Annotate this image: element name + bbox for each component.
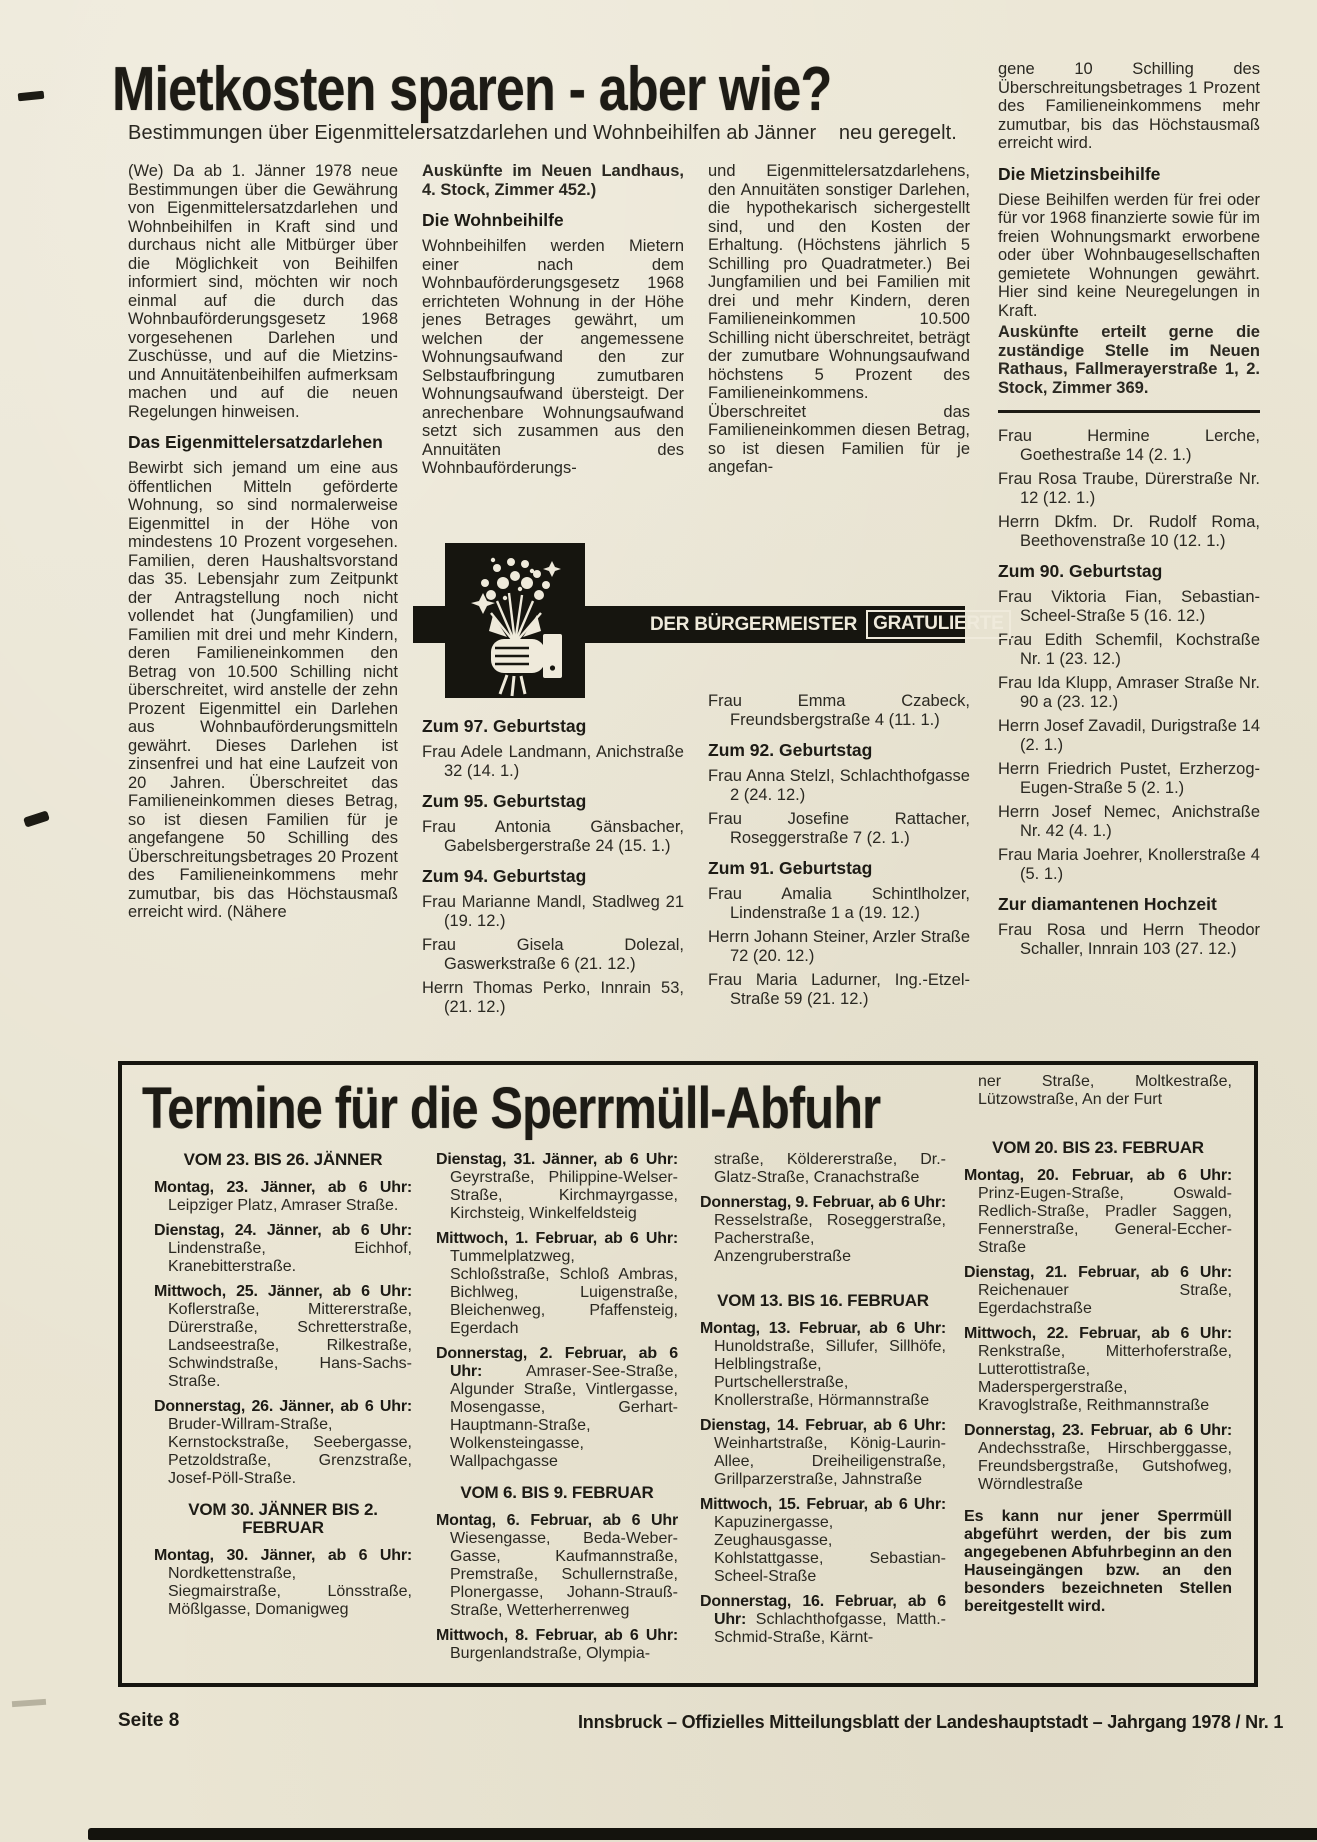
waste-day-streets: Hunoldstraße, Sillufer, Sillhöfe, Helblingstraße, Purtschellerstraße, Knollerstraße, Hörmannstraße <box>714 1338 946 1409</box>
waste-column-4 <box>964 1073 1232 1616</box>
divider-rule <box>998 410 1260 413</box>
waste-day-streets: Schlachthofgasse, Matth.-Schmid-Straße, Kärnt- <box>714 1611 946 1646</box>
waste-column-2 <box>436 1151 678 1670</box>
waste-day-entry <box>964 1422 1232 1494</box>
birthday-entry: Frau Maria Ladurner, Ing.-Etzel-Straße 59 (21. 12.) <box>708 971 970 1008</box>
section-heading: Das Eigenmittelersatzdarlehen <box>128 432 383 452</box>
waste-day-entry <box>154 1179 412 1215</box>
footer-page-number: Seite 8 <box>118 1710 180 1731</box>
waste-title: Termine für die Sperrmüll-Abfuhr <box>142 1076 881 1141</box>
waste-day-label: Dienstag, 14. Februar, ab 6 Uhr: <box>700 1417 946 1434</box>
waste-day-streets: Prinz-Eugen-Straße, Oswald-Redlich-Straße, Pradler Saggen, Fennerstraße, General-Eccher-Straße <box>978 1185 1232 1256</box>
waste-day-streets: Lindenstraße, Eichhof, Kranebitterstraße. <box>168 1240 412 1275</box>
birthday-entry: Herrn Johann Steiner, Arzler Straße 72 (20. 12.) <box>708 928 970 965</box>
waste-day-streets: Bruder-Willram-Straße, Kernstockstraße, Seebergasse, Petzoldstraße, Grenzstraße, Josef-Pöll-Straße. <box>168 1416 412 1487</box>
birthday-heading: Zur diamantenen Hochzeit <box>998 894 1217 914</box>
birthday-entry: Frau Adele Landmann, Anichstraße 32 (14. 1.) <box>422 743 684 780</box>
waste-day-entry <box>700 1194 946 1266</box>
waste-day-entry <box>964 1167 1232 1257</box>
article-column-1 <box>128 162 398 925</box>
info-bold: Auskünfte erteilt gerne die zuständige Stelle im Neuen Rathaus, Fallmerayerstraße 1, 2. Stock, Zimmer 369. <box>998 323 1260 397</box>
birthday-entry: Frau Marianne Mandl, Stadlweg 21 (19. 12.) <box>422 893 684 930</box>
waste-day-streets: Resselstraße, Roseggerstraße, Pacherstraße, Anzengruberstraße <box>714 1212 946 1265</box>
waste-period-heading: VOM 20. BIS 23. FEBRUAR <box>992 1138 1204 1157</box>
article-column-3 <box>708 162 970 480</box>
waste-day-streets: Kapuzinergasse, Zeughausgasse, Kohlstattgasse, Sebastian-Scheel-Straße <box>714 1514 946 1585</box>
article-paragraph: gene 10 Schilling des Überschreitungsbetrages 1 Prozent des Familieneinkommens mehr zumutbar, bis das Höchstausmaß erreicht wird. <box>998 60 1260 152</box>
waste-day-entry <box>436 1230 678 1338</box>
waste-day-label: Montag, 13. Februar, ab 6 Uhr: <box>700 1320 946 1337</box>
banner-label <box>650 606 1011 643</box>
waste-period-heading: VOM 13. BIS 16. FEBRUAR <box>717 1291 929 1310</box>
birthday-entry: Herrn Dkfm. Dr. Rudolf Roma, Beethovenstraße 10 (12. 1.) <box>998 513 1260 550</box>
waste-day-streets: Wiesengasse, Beda-Weber-Gasse, Kaufmannstraße, Premstraße, Schullernstraße, Plonergasse, Johann-Strauß-Straße, Wetterherrenweg <box>450 1530 678 1619</box>
section-heading: Die Wohnbeihilfe <box>422 210 564 230</box>
waste-day-label: Donnerstag, 9. Februar, ab 6 Uhr: <box>700 1194 946 1211</box>
birthday-entry: Frau Edith Schemfil, Kochstraße Nr. 1 (23. 12.) <box>998 631 1260 668</box>
waste-day-label: Dienstag, 31. Jänner, ab 6 Uhr: <box>436 1151 678 1168</box>
print-mark <box>23 810 50 827</box>
waste-day-label: Montag, 23. Jänner, ab 6 Uhr: <box>154 1179 412 1196</box>
waste-day-streets: Reichenauer Straße, Egerdachstraße <box>978 1282 1232 1317</box>
article-column-2 <box>422 162 684 481</box>
waste-day-streets: Leipziger Platz, Amraser Straße. <box>168 1197 399 1214</box>
birthday-entry: Frau Rosa und Herrn Theodor Schaller, Innrain 103 (27. 12.) <box>998 921 1260 958</box>
waste-day-streets: Renkstraße, Mitterhoferstraße, Lutterottistraße, Maderspergerstraße, Kravoglstraße, Reithmannstraße <box>978 1343 1232 1414</box>
waste-day-label: Mittwoch, 8. Februar, ab 6 Uhr: <box>436 1627 678 1644</box>
footer-publication-line: Innsbruck – Offizielles Mitteilungsblatt der Landeshauptstadt – Jahrgang 1978 / Nr. 1 <box>578 1712 1284 1732</box>
waste-continuation: straße, Köldererstraße, Dr.-Glatz-Straße, Cranachstraße <box>714 1151 946 1186</box>
waste-period-heading: VOM 30. JÄNNER BIS 2. FEBRUAR <box>188 1500 378 1537</box>
waste-day-label: Mittwoch, 1. Februar, ab 6 Uhr: <box>436 1230 678 1247</box>
birthday-entry: Frau Emma Czabeck, Freundsbergstraße 4 (11. 1.) <box>708 692 970 729</box>
waste-day-label: Mittwoch, 22. Februar, ab 6 Uhr: <box>964 1325 1232 1342</box>
waste-period-heading: VOM 6. BIS 9. FEBRUAR <box>460 1483 654 1502</box>
waste-day-streets: Tummelplatzweg, Schloßstraße, Schloß Ambras, Bichlweg, Luigenstraße, Bleichenweg, Pfaffensteig, Egerdach <box>450 1248 678 1337</box>
banner-square <box>445 543 585 698</box>
waste-day-streets: Andechsstraße, Hirschberggasse, Freundsbergstraße, Gutshofweg, Wörndlestraße <box>978 1440 1232 1493</box>
info-bold: Auskünfte im Neuen Landhaus, 4. Stock, Zimmer 452.) <box>422 162 684 199</box>
waste-day-streets: Amraser-See-Straße, Algunder Straße, Vintlergasse, Mosengasse, Gerhart-Hauptmann-Straße, Wolkensteingasse, Wallpachgasse <box>450 1363 678 1470</box>
birthday-heading: Zum 91. Geburtstag <box>708 858 873 878</box>
birthday-heading: Zum 94. Geburtstag <box>422 866 587 886</box>
waste-period-heading: VOM 23. BIS 26. JÄNNER <box>183 1150 383 1169</box>
article-paragraph: Wohnbeihilfen werden Mietern einer nach dem Wohnbauförderungsgesetz 1968 errichteten Wohnung in der Höhe jenes Betrages gewährt, um welchen der angemessene Wohnungsaufwand den zur Selbstaufbringung zumutbaren Wohnungsaufwand übersteigt. Der anrechenbare Wohnungsaufwand setzt sich zusammen aus den Annuitäten des Wohnbauförderungs- <box>422 237 684 477</box>
waste-day-streets: Nordkettenstraße, Siegmairstraße, Lönsstraße, Mößlgasse, Domanigweg <box>168 1565 412 1618</box>
print-mark <box>18 91 45 102</box>
waste-day-entry <box>154 1283 412 1391</box>
waste-day-streets: Koflerstraße, Mittererstraße, Dürerstraße, Schretterstraße, Landseestraße, Rilkestraße, Schwindstraße, Hans-Sachs-Straße. <box>168 1301 412 1390</box>
waste-continuation: ner Straße, Moltkestraße, Lützowstraße, An der Furt <box>978 1073 1232 1108</box>
birthday-heading: Zum 92. Geburtstag <box>708 740 873 760</box>
article-paragraph: Diese Beihilfen werden für frei oder für vor 1968 finanzierte sowie für im freien Wohnungsmarkt erworbene oder über Wohnbaugesellschaften gemietete Wohnungen gewährt. Hier sind keine Neuregelungen in Kraft. <box>998 190 1260 320</box>
waste-box <box>118 1061 1258 1687</box>
waste-day-entry <box>964 1325 1232 1415</box>
waste-day-entry <box>154 1398 412 1488</box>
birthday-column-2 <box>422 716 684 1022</box>
waste-day-entry <box>154 1547 412 1619</box>
waste-day-label: Donnerstag, 23. Februar, ab 6 Uhr: <box>964 1422 1232 1439</box>
waste-day-streets: Geyrstraße, Philippine-Welser-Straße, Kirchmayrgasse, Kirchsteig, Winkelfeldsteig <box>450 1169 678 1222</box>
waste-day-label: Mittwoch, 25. Jänner, ab 6 Uhr: <box>154 1283 412 1300</box>
waste-day-entry <box>154 1222 412 1276</box>
waste-day-label: Donnerstag, 2. Februar, ab 6 Uhr: <box>436 1345 678 1380</box>
waste-day-label: Dienstag, 21. Februar, ab 6 Uhr: <box>964 1264 1232 1281</box>
article-subtitle: Bestimmungen über Eigenmittelersatzdarlehen und Wohnbeihilfen ab Jänner neu geregelt. <box>128 122 957 144</box>
birthday-entry: Frau Rosa Traube, Dürerstraße Nr. 12 (12. 1.) <box>998 470 1260 507</box>
waste-column-1 <box>154 1151 412 1626</box>
waste-day-entry <box>436 1512 678 1620</box>
waste-day-label: Montag, 6. Februar, ab 6 Uhr <box>436 1512 678 1529</box>
birthday-entry: Frau Maria Joehrer, Knollerstraße 4 (5. 1.) <box>998 846 1260 883</box>
waste-day-label: Mittwoch, 15. Februar, ab 6 Uhr: <box>700 1496 946 1513</box>
waste-day-streets: Burgenlandstraße, Olympia- <box>450 1645 651 1662</box>
waste-column-3 <box>700 1151 946 1654</box>
birthday-heading: Zum 95. Geburtstag <box>422 791 587 811</box>
waste-day-entry <box>700 1417 946 1489</box>
waste-day-entry <box>436 1345 678 1471</box>
waste-day-label: Donnerstag, 26. Jänner, ab 6 Uhr: <box>154 1398 412 1415</box>
waste-day-label: Donnerstag, 16. Februar, ab 6 Uhr: <box>700 1593 946 1628</box>
birthday-entry: Herrn Thomas Perko, Innrain 53, (21. 12.) <box>422 979 684 1016</box>
waste-day-streets: Weinhartstraße, König-Laurin-Allee, Dreiheiligenstraße, Grillparzerstraße, Jahnstraße <box>714 1435 946 1488</box>
birthday-column-3 <box>708 692 970 1014</box>
article-paragraph: Bewirbt sich jemand um eine aus öffentlichen Mitteln geförderte Wohnung, so sind normalerweise Eigenmittel in der Höhe von mindestens 10 Prozent vorgesehen. Familien, deren Haushaltsvorstand das 35. Lebensjahr zum Zeitpunkt der Antragstellung noch nicht vollendet hat (Jungfamilien) und Familien mit drei und mehr Kindern, deren Familieneinkommen den Betrag von 10.500 Schilling nicht überschreitet, wird anstelle der zehn Prozent Eigenmittel ein Darlehen aus Wohnbauförderungsmitteln gewährt. Dieses Darlehen ist zinsenfrei und hat eine Laufzeit von 20 Jahren. Überschreitet das Familieneinkommen dieses Betrag, so ist diesen Familien für je angefangene 50 Schilling des Überschreitungsbetrages 20 Prozent des Familieneinkommens mehr zumutbar, bis das Höchstausmaß erreicht wird. (Nähere <box>128 459 398 921</box>
waste-day-label: Montag, 30. Jänner, ab 6 Uhr: <box>154 1547 412 1564</box>
waste-day-entry <box>700 1320 946 1410</box>
waste-day-entry <box>700 1496 946 1586</box>
article-paragraph: (We) Da ab 1. Jänner 1978 neue Bestimmungen über die Gewährung von Eigenmittelersatzdarlehen und Wohnbeihilfen in Kraft sind und durchaus nicht alle Mitbürger über die Möglichkeit von Beihilfen informiert sind, möchten wir noch einmal auf die durch das Wohnbauförderungsgesetz 1968 vorgesehenen Darlehen und Zuschüsse, und auf die Mietzins- und Annuitätenbeihilfen aufmerksam machen und auf die neuen Regelungen hinweisen. <box>128 162 398 421</box>
birthday-entry: Herrn Josef Zavadil, Durigstraße 14 (2. 1.) <box>998 717 1260 754</box>
birthday-entry: Frau Amalia Schintlholzer, Lindenstraße 1 a (19. 12.) <box>708 885 970 922</box>
banner-label-left: DER BÜRGERMEISTER <box>650 613 858 635</box>
waste-day-entry <box>436 1627 678 1663</box>
waste-day-entry <box>700 1593 946 1647</box>
birthday-heading: Zum 90. Geburtstag <box>998 561 1163 581</box>
birthday-heading: Zum 97. Geburtstag <box>422 716 587 736</box>
bottom-edge-bar <box>88 1828 1317 1840</box>
birthday-entry: Frau Antonia Gänsbacher, Gabelsbergerstraße 24 (15. 1.) <box>422 818 684 855</box>
waste-note: Es kann nur jener Sperrmüll abgeführt werden, der bis zum angegebenen Abfuhrbeginn an den Hauseingängen bzw. an den besonders bezeichneten Stellen bereitgestellt wird. <box>964 1508 1232 1615</box>
birthday-entry: Frau Hermine Lerche, Goethestraße 14 (2. 1.) <box>998 427 1260 464</box>
article-paragraph: und Eigenmittelersatzdarlehens, den Annuitäten sonstiger Darlehen, die hypothekarisch sichergestellt sind, und den Kosten der Erhaltung. (Höchstens jährlich 5 Schilling pro Quadratmeter.) Bei Jungfamilien und bei Familien mit drei und mehr Kindern, deren Familieneinkommen 10.500 Schilling nicht überschreitet, beträgt der zumutbare Wohnungsaufwand höchstens 5 Prozent des Familieneinkommens. Überschreitet das Familieneinkommen diesen Betrag, so ist diesen Familien für je angefan- <box>708 162 970 476</box>
birthday-entry: Frau Josefine Rattacher, Roseggerstraße 7 (2. 1.) <box>708 810 970 847</box>
waste-day-entry <box>436 1151 678 1223</box>
birthday-entry: Herrn Friedrich Pustet, Erzherzog-Eugen-Straße 5 (2. 1.) <box>998 760 1260 797</box>
print-mark <box>12 1699 46 1707</box>
birthday-entry: Herrn Josef Nemec, Anichstraße Nr. 42 (4. 1.) <box>998 803 1260 840</box>
birthday-entry: Frau Gisela Dolezal, Gaswerkstraße 6 (21. 12.) <box>422 936 684 973</box>
article-column-4 <box>998 60 1260 964</box>
waste-day-label: Dienstag, 24. Jänner, ab 6 Uhr: <box>154 1222 412 1239</box>
article-title: Mietkosten sparen - aber wie? <box>112 55 832 124</box>
birthday-entry: Frau Anna Stelzl, Schlachthofgasse 2 (24. 12.) <box>708 767 970 804</box>
birthday-entry: Frau Ida Klupp, Amraser Straße Nr. 90 a (23. 12.) <box>998 674 1260 711</box>
waste-day-entry <box>964 1264 1232 1318</box>
birthday-entry: Frau Viktoria Fian, Sebastian-Scheel-Straße 5 (16. 12.) <box>998 588 1260 625</box>
waste-day-label: Montag, 20. Februar, ab 6 Uhr: <box>964 1167 1232 1184</box>
banner-label-boxed: GRATULIERTE <box>866 610 1010 639</box>
congrats-banner <box>413 543 1004 701</box>
bouquet-icon <box>445 543 585 698</box>
section-heading: Die Mietzinsbeihilfe <box>998 163 1161 184</box>
